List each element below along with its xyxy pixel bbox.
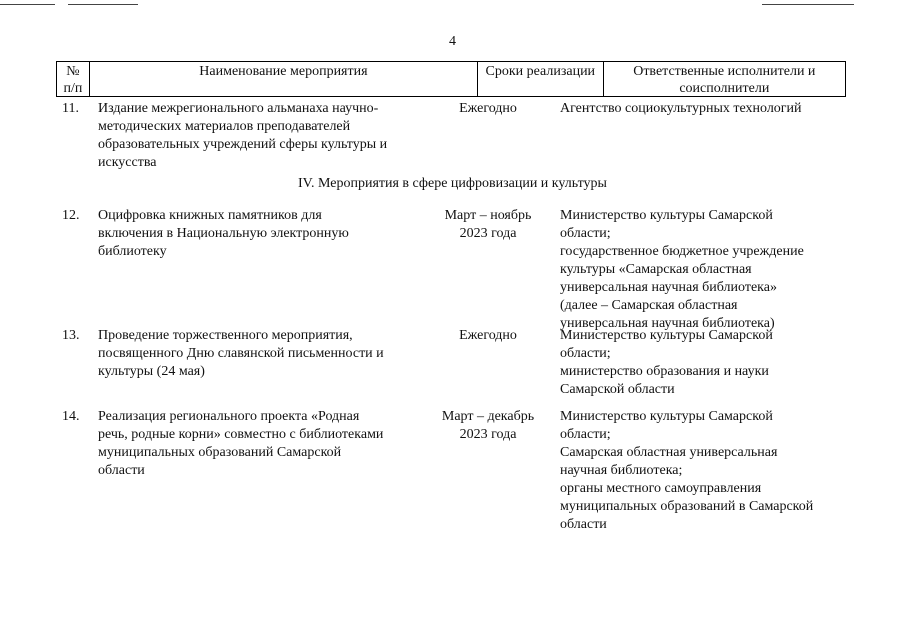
row-responsible xyxy=(560,100,850,118)
header-number-line: № xyxy=(66,64,80,79)
row-term-line: 2023 года xyxy=(459,427,517,442)
header-number-line: п/п xyxy=(63,81,83,96)
row-name-line: области xyxy=(98,463,145,478)
header-responsible-cell xyxy=(604,62,845,96)
row-name-line: Оцифровка книжных памятников для xyxy=(98,208,322,223)
row-term-line: 2023 года xyxy=(459,226,517,241)
header-responsible-line: соисполнители xyxy=(679,81,770,96)
row-term xyxy=(420,207,556,243)
row-name-line: библиотеку xyxy=(98,244,167,259)
row-name-line: Издание межрегионального альманаха научно- xyxy=(98,101,379,116)
table-header xyxy=(56,61,846,97)
row-responsible-line: Самарская областная универсальная xyxy=(560,445,778,460)
row-name-line: Реализация регионального проекта «Родная xyxy=(98,409,360,424)
row-number: 11. xyxy=(62,101,79,116)
row-number: 13. xyxy=(62,328,80,343)
row-name-line: речь, родные корни» совместно с библиотеками xyxy=(98,427,384,442)
row-term xyxy=(420,408,556,444)
row-name-line: культуры (24 мая) xyxy=(98,364,205,379)
row-term-line: Март – ноябрь xyxy=(444,208,532,223)
row-responsible-line: Министерство культуры Самарской xyxy=(560,409,773,424)
row-name-line: посвященного Дню славянской письменности и xyxy=(98,346,384,361)
row-number: 12. xyxy=(62,208,80,223)
row-responsible xyxy=(560,408,850,534)
row-responsible-line: Самарской области xyxy=(560,382,675,397)
header-responsible-line: Ответственные исполнители и xyxy=(633,64,816,79)
row-responsible xyxy=(560,207,850,333)
row-responsible-line: Министерство культуры Самарской xyxy=(560,328,773,343)
row-responsible-line: органы местного самоуправления xyxy=(560,481,762,496)
row-responsible-line: культуры «Самарская областная xyxy=(560,262,752,277)
row-name-line: образовательных учреждений сферы культуры и xyxy=(98,137,388,152)
row-responsible-line: области; xyxy=(560,346,611,361)
row-responsible-line: государственное бюджетное учреждение xyxy=(560,244,804,259)
row-name xyxy=(98,207,428,261)
row-name xyxy=(98,100,428,172)
row-responsible-line: области; xyxy=(560,226,611,241)
row-term-line: Март – декабрь xyxy=(441,409,535,424)
row-name-line: искусства xyxy=(98,155,157,170)
row-name-line: методических материалов преподавателей xyxy=(98,119,351,134)
row-name-line: муниципальных образований Самарской xyxy=(98,445,342,460)
scan-edge-line-left xyxy=(0,4,55,5)
row-term-line: Ежегодно xyxy=(459,328,517,343)
header-term-line: Сроки реализации xyxy=(485,64,596,79)
row-term xyxy=(420,100,556,118)
row-responsible-line: министерство образования и науки xyxy=(560,364,769,379)
row-responsible-line: области; xyxy=(560,427,611,442)
header-name-cell xyxy=(90,62,478,96)
row-responsible-line: (далее – Самарская областная xyxy=(560,298,738,313)
row-term-line: Ежегодно xyxy=(459,101,517,116)
row-number: 14. xyxy=(62,409,80,424)
row-responsible-line: Министерство культуры Самарской xyxy=(560,208,773,223)
header-term-cell xyxy=(478,62,604,96)
row-name-line: Проведение торжественного мероприятия, xyxy=(98,328,353,343)
row-responsible-line: Агентство социокультурных технологий xyxy=(560,101,802,116)
scan-edge-line-mid xyxy=(68,4,138,5)
page-number: 4 xyxy=(449,34,456,49)
header-name-line: Наименование мероприятия xyxy=(199,64,368,79)
row-term xyxy=(420,327,556,345)
section-title: IV. Мероприятия в сфере цифровизации и культуры xyxy=(298,176,607,191)
header-number-cell xyxy=(57,62,90,96)
scan-edge-line-right xyxy=(762,4,854,5)
row-name xyxy=(98,408,428,480)
row-responsible-line: универсальная научная библиотека) xyxy=(560,316,775,331)
row-name-line: включения в Национальную электронную xyxy=(98,226,349,241)
row-responsible-line: научная библиотека; xyxy=(560,463,683,478)
row-name xyxy=(98,327,428,381)
row-responsible-line: универсальная научная библиотека» xyxy=(560,280,777,295)
row-responsible-line: области xyxy=(560,517,607,532)
row-responsible-line: муниципальных образований в Самарской xyxy=(560,499,814,514)
row-responsible xyxy=(560,327,850,399)
